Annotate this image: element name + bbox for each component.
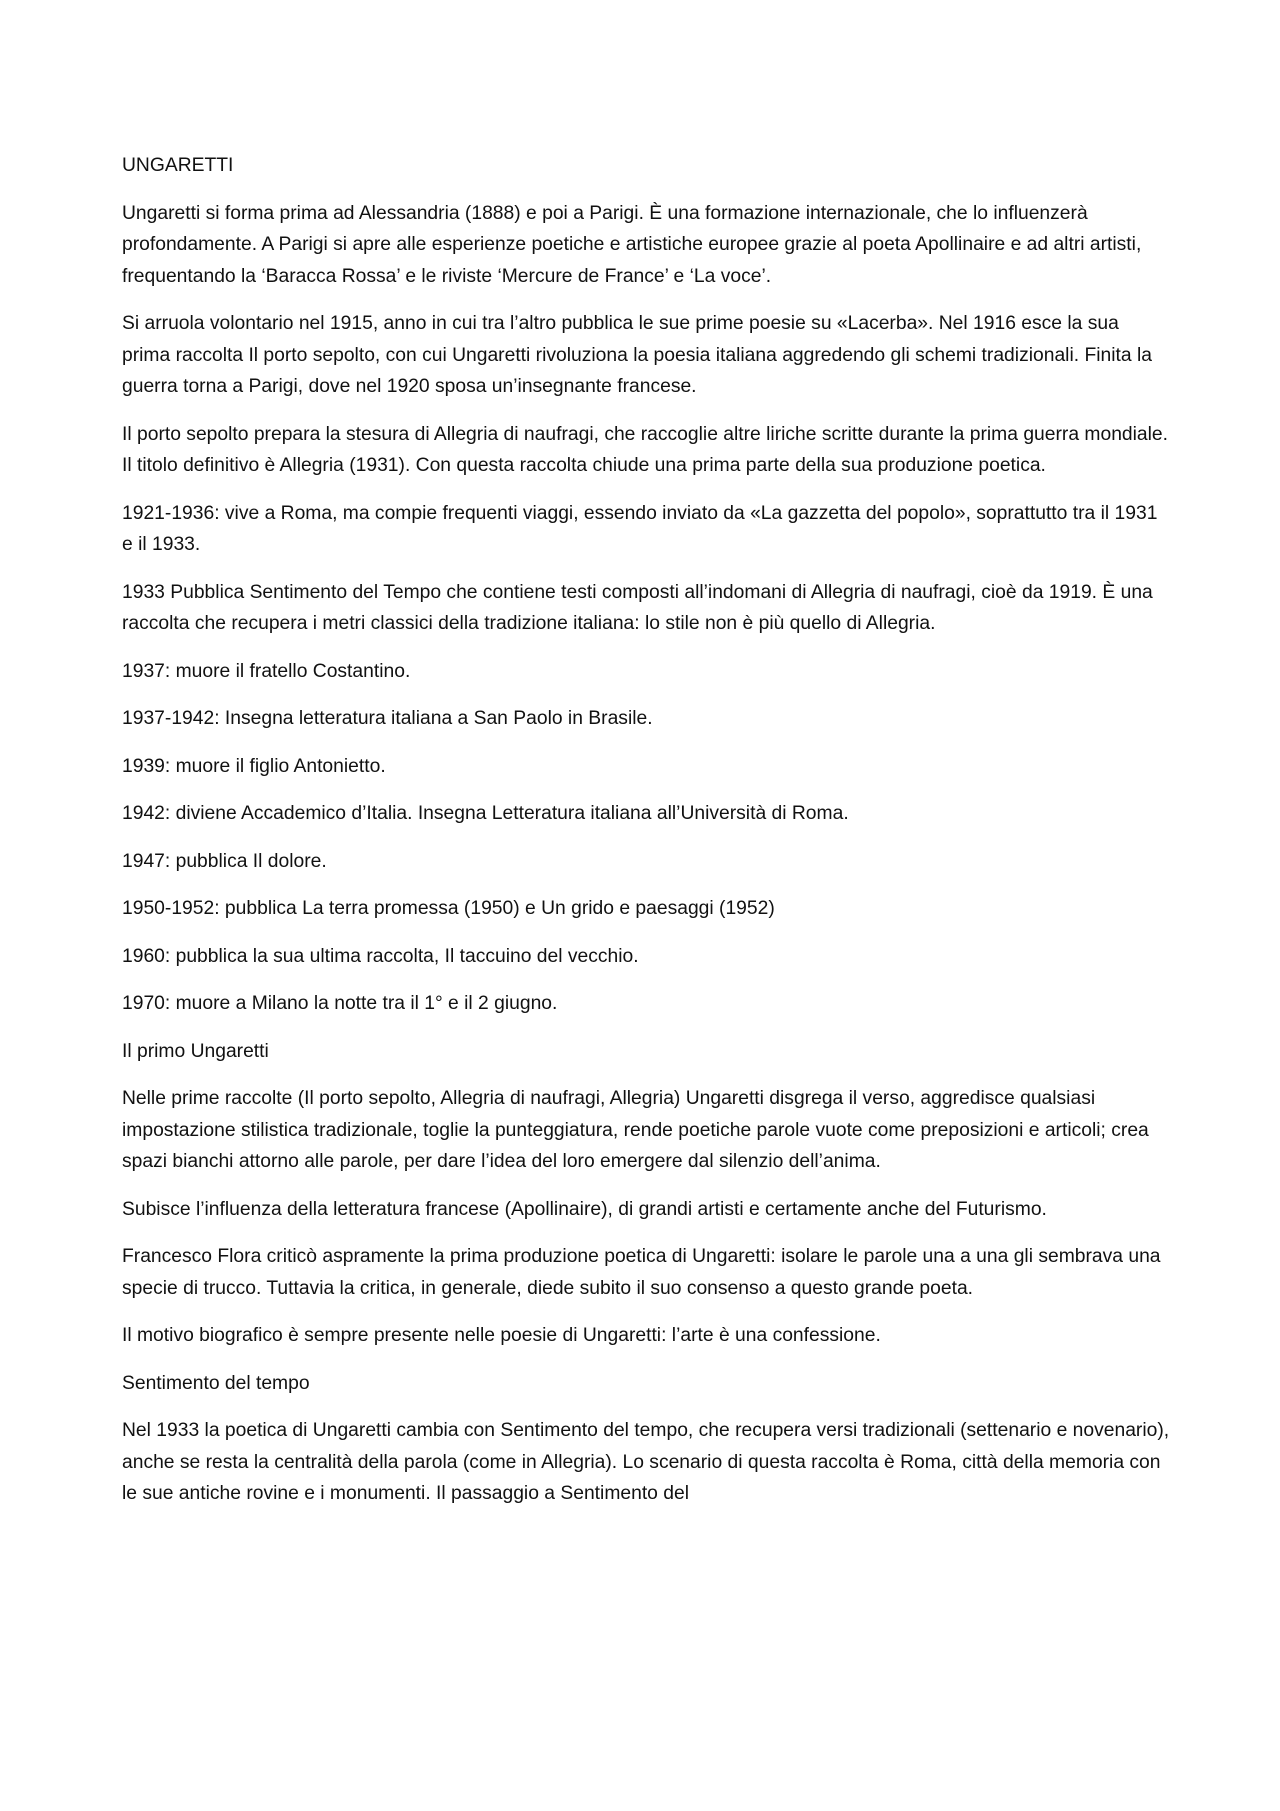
paragraph-1937: 1937: muore il fratello Costantino. [122, 660, 411, 682]
paragraph-sentimento-1933: Nel 1933 la poetica di Ungaretti cambia con Sentimento del tempo, che recupera versi tradizionali (settenario e novenario), anche se resta la centralità della parola (come in Allegria). Lo scenario di questa raccolta è Roma, città della memoria con le sue antiche rovine e i monumenti. Il passaggio a Sentimento del [122, 1420, 1170, 1504]
paragraph-motivo-biografico: Il motivo biografico è sempre presente nelle poesie di Ungaretti: l’arte è una confessione. [122, 1325, 881, 1346]
document-page [122, 150, 1172, 1526]
paragraph-war: Si arruola volontario nel 1915, anno in cui tra l’altro pubblica le sue prime poesie su «Lacerba». Nel 1916 esce la sua prima raccolta Il porto sepolto, con cui Ungaretti rivoluziona la poesia italiana aggredendo gli schemi tradizionali. Finita la guerra torna a Parigi, dove nel 1920 sposa un’insegnante francese. [122, 313, 1152, 397]
paragraph-1933: 1933 Pubblica Sentimento del Tempo che contiene testi composti all’indomani di Allegria di naufragi, cioè da 1919. È una raccolta che recupera i metri classici della tradizione italiana: lo stile non è più quello di Allegria. [122, 581, 1153, 634]
section-heading-primo-ungaretti: Il primo Ungaretti [122, 1040, 269, 1062]
paragraph-1921-1936: 1921-1936: vive a Roma, ma compie frequenti viaggi, essendo inviato da «La gazzetta del popolo», soprattutto tra il 1931 e il 1933. [122, 502, 1158, 555]
paragraph-1970: 1970: muore a Milano la notte tra il 1° e il 2 giugno. [122, 993, 558, 1014]
paragraph-1937-1942: 1937-1942: Insegna letteratura italiana a San Paolo in Brasile. [122, 708, 653, 729]
paragraph-flora: Francesco Flora criticò aspramente la prima produzione poetica di Ungaretti: isolare le parole una a una gli sembrava una specie di trucco. Tuttavia la critica, in generale, diede subito il suo consenso a questo grande poeta. [122, 1246, 1161, 1299]
paragraph-allegria: Il porto sepolto prepara la stesura di Allegria di naufragi, che raccoglie altre liriche scritte durante la prima guerra mondiale. Il titolo definitivo è Allegria (1931). Con questa raccolta chiude una prima parte della sua produzione poetica. [122, 423, 1169, 476]
document-title: UNGARETTI [122, 155, 234, 176]
paragraph-formation: Ungaretti si forma prima ad Alessandria (1888) e poi a Parigi. È una formazione internazionale, che lo influenzerà profondamente. A Parigi si apre alle esperienze poetiche e artistiche europee grazie al poeta Apollinaire e ad altri artisti, frequentando la ‘Baracca Rossa’ e le riviste ‘Mercure de France’ e ‘La voce’. [122, 202, 1142, 287]
paragraph-1942: 1942: diviene Accademico d’Italia. Insegna Letteratura italiana all’Università di Roma. [122, 803, 849, 824]
section-heading-sentimento: Sentimento del tempo [122, 1372, 310, 1394]
paragraph-influenza: Subisce l’influenza della letteratura francese (Apollinaire), di grandi artisti e certamente anche del Futurismo. [122, 1198, 1047, 1220]
paragraph-1950-1952: 1950-1952: pubblica La terra promessa (1950) e Un grido e paesaggi (1952) [122, 898, 775, 919]
paragraph-1939: 1939: muore il figlio Antonietto. [122, 755, 386, 777]
paragraph-prime-raccolte: Nelle prime raccolte (Il porto sepolto, Allegria di naufragi, Allegria) Ungaretti disgrega il verso, aggredisce qualsiasi impostazione stilistica tradizionale, toglie la punteggiatura, rende poetiche parole vuote come preposizioni e articoli; crea spazi bianchi attorno alle parole, per dare l’idea del loro emergere dal silenzio dell’anima. [122, 1088, 1149, 1172]
paragraph-1960: 1960: pubblica la sua ultima raccolta, Il taccuino del vecchio. [122, 945, 639, 967]
paragraph-1947: 1947: pubblica Il dolore. [122, 850, 327, 872]
